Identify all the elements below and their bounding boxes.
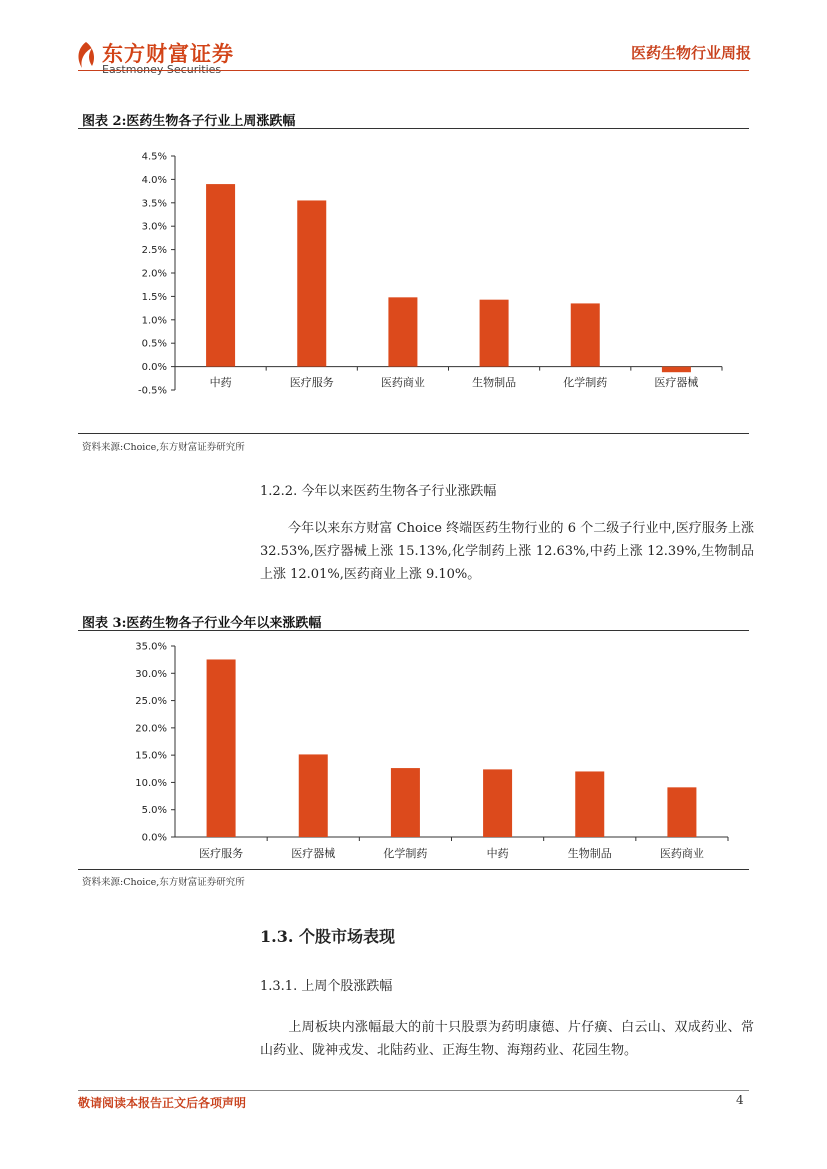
y-tick-label: 5.0% [141,805,167,817]
bar-生物制品 [480,300,509,367]
bar-医疗服务 [297,200,326,366]
y-tick-label: 2.0% [141,268,167,280]
section-1-3-title: 1.3. 个股市场表现 [260,927,395,946]
y-tick-label: 1.0% [141,315,167,327]
y-tick-label: 2.5% [141,245,167,257]
footer-disclaimer: 敬请阅读本报告正文后各项声明 [78,1096,247,1110]
x-category-label: 医疗服务 [289,376,334,389]
figure-2-bottom-rule [78,433,749,434]
x-category-label: 医疗服务 [199,847,244,860]
header-divider [78,70,749,71]
x-category-label: 中药 [486,847,509,860]
section-1-2-2-heading: 1.2.2. 今年以来医药生物各子行业涨跌幅 [260,484,497,499]
y-tick-label: 25.0% [135,696,167,708]
bar-中药 [483,769,512,837]
section-1-3-1-text: 上周板块内涨幅最大的前十只股票为药明康德、片仔癀、白云山、双成药业、常山药业、陇神戎发、北陆药业、正海生物、海翔药业、花园生物。 [260,1020,754,1058]
y-tick-label: 30.0% [135,668,167,680]
bar-化学制药 [391,768,420,837]
section-1-2-2-text: 今年以来东方财富 Choice 终端医药生物行业的 6 个二级子行业中,医疗服务上涨 32.53%,医疗器械上涨 15.13%,化学制药上涨 12.63%,中药上涨 12.39%,生物制品上涨 12.01%,医药商业上涨 9.10%。 [260,521,754,582]
page-number: 4 [736,1093,744,1107]
section-1-2-2-paragraph [260,517,754,586]
bar-中药 [206,184,235,367]
figure-2-top-rule [78,128,749,129]
x-category-label: 医药商业 [659,847,704,860]
figure-3-source: 资料来源:Choice,东方财富证券研究所 [82,877,245,888]
bar-医疗器械 [662,367,691,373]
bar-医药商业 [667,787,696,837]
y-tick-label: 10.0% [135,777,167,789]
bar-医疗服务 [207,659,236,837]
y-tick-label: 3.5% [141,198,167,210]
logo-chinese-name: 东方财富证券 [102,41,234,66]
y-tick-label: 0.0% [141,832,167,844]
bar-医药商业 [388,297,417,366]
x-category-label: 化学制药 [383,847,428,860]
company-logo [72,38,242,78]
y-tick-label: -0.5% [137,385,167,397]
x-category-label: 医药商业 [380,376,425,389]
bar-化学制药 [571,303,600,366]
y-tick-label: 20.0% [135,723,167,735]
y-tick-label: 0.5% [141,338,167,350]
logo-english-name: Eastmoney Securities [102,63,222,76]
section-1-3-1-paragraph [260,1016,754,1062]
figure-3-top-rule [78,630,749,631]
y-tick-label: 35.0% [135,641,167,653]
x-category-label: 医疗器械 [654,376,699,389]
y-tick-label: 1.5% [141,291,167,303]
figure-2-source: 资料来源:Choice,东方财富证券研究所 [82,442,245,453]
y-tick-label: 4.5% [141,151,167,163]
x-category-label: 生物制品 [567,847,612,860]
report-title: 医药生物行业周报 [630,44,751,62]
x-category-label: 生物制品 [472,376,517,389]
x-category-label: 化学制药 [563,376,608,389]
section-1-3-1-heading: 1.3.1. 上周个股涨跌幅 [260,979,393,994]
x-category-label: 医疗器械 [291,847,336,860]
bar-医疗器械 [299,754,328,837]
figure-3-bottom-rule [78,869,749,870]
y-tick-label: 3.0% [141,221,167,233]
figure-2-title: 图表 2:医药生物各子行业上周涨跌幅 [82,114,296,129]
footer-divider [78,1090,749,1091]
bar-生物制品 [575,771,604,837]
figure-3-title: 图表 3:医药生物各子行业今年以来涨跌幅 [82,616,322,631]
x-category-label: 中药 [209,376,232,389]
chart-weekly-subsector-change [80,140,750,400]
y-tick-label: 4.0% [141,174,167,186]
y-tick-label: 0.0% [141,362,167,374]
chart-ytd-subsector-change [80,636,750,868]
logo-mark-icon [72,40,100,70]
y-tick-label: 15.0% [135,750,167,762]
